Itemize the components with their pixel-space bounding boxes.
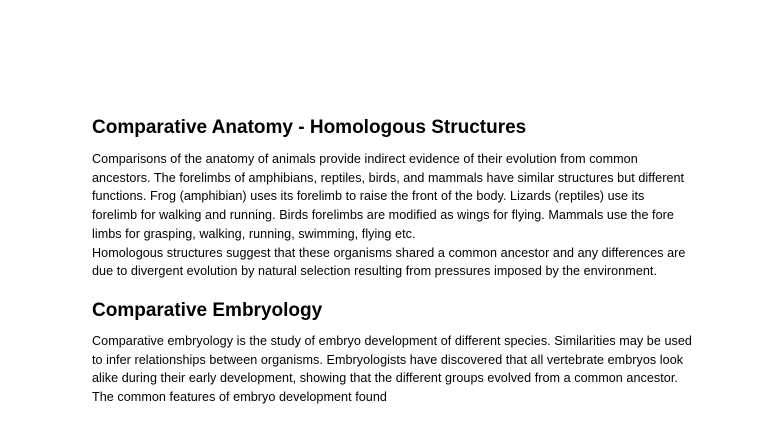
- section-paragraph: Comparisons of the anatomy of animals provide indirect evidence of their evolution from common ancestors. The forelimbs of amphibians, reptiles, birds, and mammals have similar structures but different functions. Frog (amphibian) uses its forelimb to raise the front of the body. Lizards (reptiles) use its forelimb for walking and running. Birds forelimbs are modified as wings for flying. Mammals use the fore limbs for grasping, walking, running, swimming, flying etc.: [92, 152, 685, 241]
- section-paragraph: Homologous structures suggest that these organisms shared a common ancestor and any differences are due to divergent evolution by natural selection resulting from pressures imposed by the environment.: [92, 245, 686, 279]
- section-heading-comparative-anatomy: Comparative Anatomy - Homologous Structures: [92, 117, 527, 138]
- section-heading-comparative-embryology: Comparative Embryology: [92, 299, 323, 321]
- document-content: [92, 116, 692, 407]
- section-paragraph: Comparative embryology is the study of embryo development of different species. Similarities may be used to infer relationships between organisms. Embryologists have discovered that all vertebrate embryos look alike during their early development, showing that the different groups evolved from a common ancestor. The common features of embryo development found: [92, 333, 692, 405]
